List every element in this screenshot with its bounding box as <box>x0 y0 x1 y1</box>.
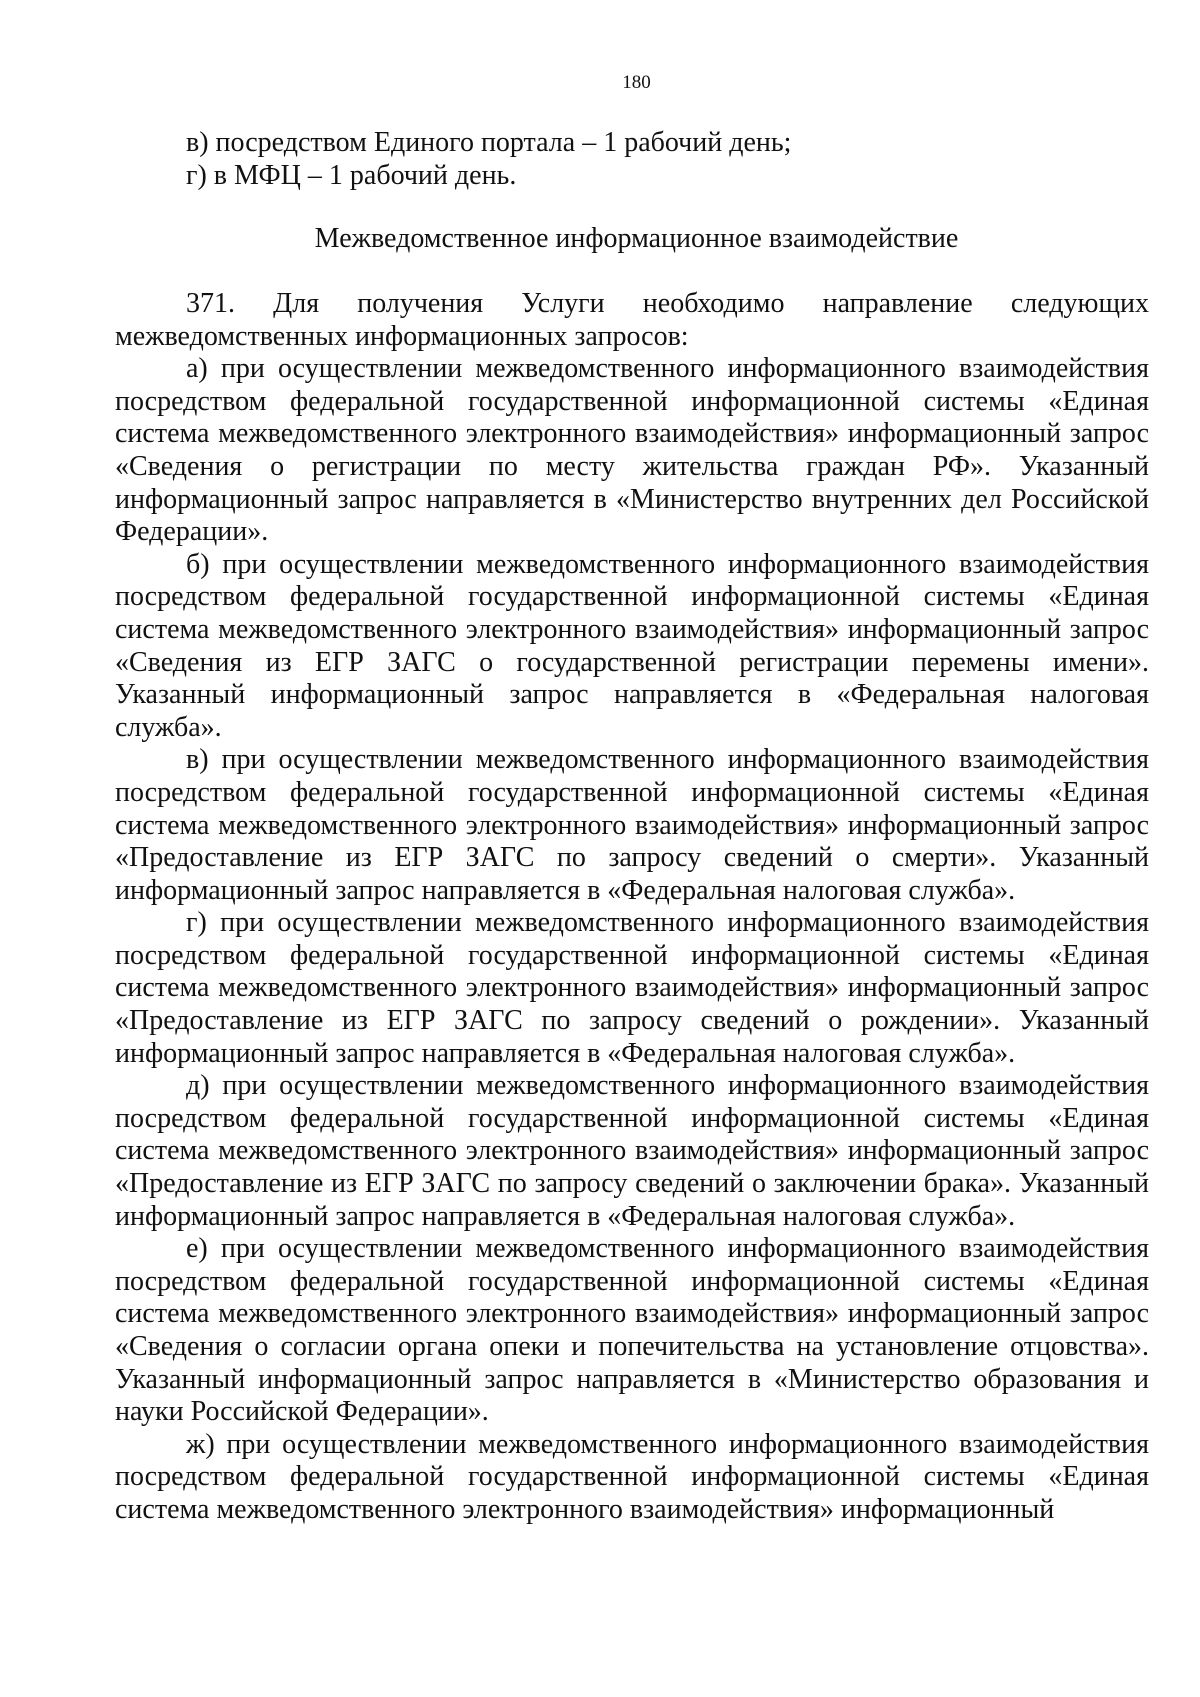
paragraph-item-a: а) при осуществлении межведомственного информационного взаимодействия посредством федеральной государственной информационной системы «Единая система межведомственного электронного взаимодействия» информационный запрос «Сведения о регистрации по месту жительства граждан РФ». Указанный информационный запрос направляется в «Министерство внутренних дел Российской Федерации». <box>115 353 1149 548</box>
paragraph-item-g: г) при осуществлении межведомственного информационного взаимодействия посредством федеральной государственной информационной системы «Единая система межведомственного электронного взаимодействия» информационный запрос «Предоставление из ЕГР ЗАГС по запросу сведений о рождении». Указанный информационный запрос направляется в «Федеральная налоговая служба». <box>115 907 1149 1069</box>
delivery-term-mfc: г) в МФЦ – 1 рабочий день. <box>186 160 517 191</box>
paragraph-item-d: д) при осуществлении межведомственного информационного взаимодействия посредством федеральной государственной информационной системы «Единая система межведомственного электронного взаимодействия» информационный запрос «Предоставление из ЕГР ЗАГС по запросу сведений о заключении брака». Указанный информационный запрос направляется в «Федеральная налоговая служба». <box>115 1070 1149 1232</box>
paragraph-item-e: е) при осуществлении межведомственного информационного взаимодействия посредством федеральной государственной информационной системы «Единая система межведомственного электронного взаимодействия» информационный запрос «Сведения о согласии органа опеки и попечительства на установление отцовства». Указанный информационный запрос направляется в «Министерство образования и науки Российской Федерации». <box>115 1233 1149 1428</box>
delivery-terms-list <box>186 126 791 192</box>
paragraph-371: 371. Для получения Услуги необходимо направление следующих межведомственных информационных запросов: <box>115 288 1149 352</box>
paragraph-item-b: б) при осуществлении межведомственного информационного взаимодействия посредством федеральной государственной информационной системы «Единая система межведомственного электронного взаимодействия» информационный запрос «Сведения из ЕГР ЗАГС о государственной регистрации перемены имени». Указанный информационный запрос направляется в «Федеральная налоговая служба». <box>115 548 1149 743</box>
paragraph-item-v: в) при осуществлении межведомственного информационного взаимодействия посредством федеральной государственной информационной системы «Единая система межведомственного электронного взаимодействия» информационный запрос «Предоставление из ЕГР ЗАГС по запросу сведений о смерти». Указанный информационный запрос направляется в «Федеральная налоговая служба». <box>115 744 1149 906</box>
section-title: Межведомственное информационное взаимодействие <box>314 223 959 254</box>
delivery-term-portal: в) посредством Единого портала – 1 рабочий день; <box>186 127 792 158</box>
paragraph-item-zh: ж) при осуществлении межведомственного информационного взаимодействия посредством федеральной государственной информационной системы «Единая система межведомственного электронного взаимодействия» информационный <box>115 1428 1149 1525</box>
page-number: 180 <box>622 72 651 93</box>
document-body <box>115 288 1149 1527</box>
